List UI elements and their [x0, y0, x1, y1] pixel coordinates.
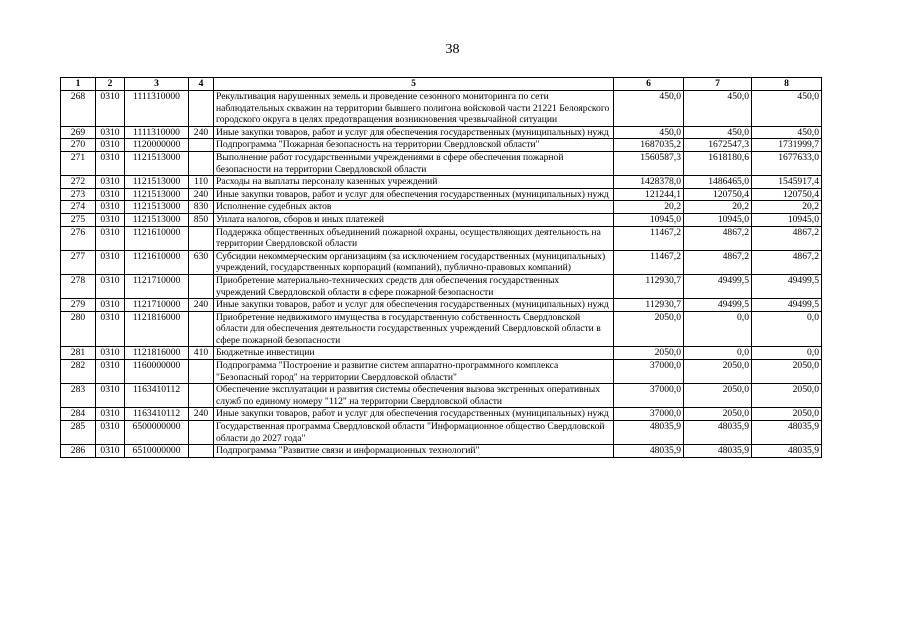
amount-year3-cell: 20,2 — [752, 201, 822, 214]
expense-type-code-cell — [189, 226, 214, 250]
row-number-cell: 280 — [61, 311, 96, 347]
amount-year1-cell: 112930,7 — [614, 299, 684, 312]
amount-year2-cell: 2050,0 — [684, 384, 752, 408]
section-code-cell: 0310 — [96, 91, 125, 127]
amount-year1-cell: 11467,2 — [614, 226, 684, 250]
expense-type-code-cell: 240 — [189, 126, 214, 139]
table-row — [61, 421, 822, 445]
row-number-cell: 284 — [61, 408, 96, 421]
row-number-cell: 276 — [61, 226, 96, 250]
amount-year3-cell: 0,0 — [752, 311, 822, 347]
amount-year3-cell: 48035,9 — [752, 421, 822, 445]
table-row — [61, 139, 822, 152]
amount-year1-cell: 1687035,2 — [614, 139, 684, 152]
amount-year2-cell: 48035,9 — [684, 445, 752, 458]
amount-year1-cell: 48035,9 — [614, 445, 684, 458]
row-number-cell: 272 — [61, 176, 96, 189]
section-code-cell: 0310 — [96, 384, 125, 408]
section-code-cell: 0310 — [96, 274, 125, 298]
row-number-cell: 270 — [61, 139, 96, 152]
column-header-2: 2 — [96, 78, 125, 91]
section-code-cell: 0310 — [96, 201, 125, 214]
section-code-cell: 0310 — [96, 421, 125, 445]
table-row — [61, 445, 822, 458]
expense-type-code-cell — [189, 311, 214, 347]
column-header-5: 5 — [214, 78, 614, 91]
section-code-cell: 0310 — [96, 408, 125, 421]
amount-year1-cell: 37000,0 — [614, 360, 684, 384]
table-row — [61, 151, 822, 175]
row-number-cell: 268 — [61, 91, 96, 127]
expense-type-code-cell: 240 — [189, 299, 214, 312]
row-number-cell: 281 — [61, 347, 96, 360]
expense-type-code-cell — [189, 139, 214, 152]
table-row — [61, 201, 822, 214]
section-code-cell: 0310 — [96, 139, 125, 152]
table-row — [61, 213, 822, 226]
amount-year2-cell: 0,0 — [684, 311, 752, 347]
amount-year1-cell: 37000,0 — [614, 408, 684, 421]
row-number-cell: 283 — [61, 384, 96, 408]
table-row — [61, 188, 822, 201]
table-row — [61, 226, 822, 250]
item-name-cell: Государственная программа Свердловской области "Информационное общество Свердловской области до 2027 года" — [214, 421, 614, 445]
target-article-code-cell: 1121710000 — [125, 274, 189, 298]
amount-year1-cell: 2050,0 — [614, 347, 684, 360]
target-article-code-cell: 1121513000 — [125, 213, 189, 226]
target-article-code-cell: 1121610000 — [125, 250, 189, 274]
row-number-cell: 271 — [61, 151, 96, 175]
column-header-7: 7 — [684, 78, 752, 91]
table-row — [61, 360, 822, 384]
expense-type-code-cell: 850 — [189, 213, 214, 226]
amount-year3-cell: 2050,0 — [752, 360, 822, 384]
table-row — [61, 299, 822, 312]
expense-type-code-cell — [189, 360, 214, 384]
amount-year1-cell: 121244,1 — [614, 188, 684, 201]
row-number-cell: 286 — [61, 445, 96, 458]
header-row — [61, 78, 822, 91]
item-name-cell: Приобретение недвижимого имущества в государственную собственность Свердловской области для обеспечения деятельности государственных учреждений Свердловской области в сфере пожарной безопасности — [214, 311, 614, 347]
amount-year3-cell: 1545917,4 — [752, 176, 822, 189]
expense-type-code-cell: 630 — [189, 250, 214, 274]
section-code-cell: 0310 — [96, 226, 125, 250]
item-name-cell: Бюджетные инвестиции — [214, 347, 614, 360]
target-article-code-cell: 1121513000 — [125, 201, 189, 214]
expense-type-code-cell — [189, 421, 214, 445]
expense-type-code-cell: 240 — [189, 188, 214, 201]
amount-year3-cell: 49499,5 — [752, 274, 822, 298]
amount-year3-cell: 4867,2 — [752, 250, 822, 274]
item-name-cell: Иные закупки товаров, работ и услуг для обеспечения государственных (муниципальных) нужд — [214, 299, 614, 312]
section-code-cell: 0310 — [96, 299, 125, 312]
amount-year1-cell: 1428378,0 — [614, 176, 684, 189]
row-number-cell: 278 — [61, 274, 96, 298]
target-article-code-cell: 1160000000 — [125, 360, 189, 384]
item-name-cell: Иные закупки товаров, работ и услуг для обеспечения государственных (муниципальных) нужд — [214, 126, 614, 139]
expense-type-code-cell: 240 — [189, 408, 214, 421]
amount-year3-cell: 0,0 — [752, 347, 822, 360]
amount-year3-cell: 1731999,7 — [752, 139, 822, 152]
table-row — [61, 176, 822, 189]
amount-year2-cell: 49499,5 — [684, 274, 752, 298]
target-article-code-cell: 1121816000 — [125, 311, 189, 347]
section-code-cell: 0310 — [96, 176, 125, 189]
amount-year1-cell: 1560587,3 — [614, 151, 684, 175]
item-name-cell: Исполнение судебных актов — [214, 201, 614, 214]
item-name-cell: Субсидии некоммерческим организациям (за исключением государственных (муниципальных) учреждений, государственных корпораций (компаний), публично-правовых компаний) — [214, 250, 614, 274]
table-row — [61, 347, 822, 360]
row-number-cell: 285 — [61, 421, 96, 445]
amount-year2-cell: 20,2 — [684, 201, 752, 214]
section-code-cell: 0310 — [96, 360, 125, 384]
item-name-cell: Выполнение работ государственными учреждениями в сфере обеспечения пожарной безопасности на территории Свердловской области — [214, 151, 614, 175]
target-article-code-cell: 1121513000 — [125, 176, 189, 189]
target-article-code-cell: 1163410112 — [125, 408, 189, 421]
budget-table — [60, 77, 822, 458]
expense-type-code-cell — [189, 91, 214, 127]
amount-year1-cell: 20,2 — [614, 201, 684, 214]
amount-year2-cell: 1672547,3 — [684, 139, 752, 152]
column-header-3: 3 — [125, 78, 189, 91]
amount-year1-cell: 48035,9 — [614, 421, 684, 445]
target-article-code-cell: 1120000000 — [125, 139, 189, 152]
row-number-cell: 273 — [61, 188, 96, 201]
expense-type-code-cell: 830 — [189, 201, 214, 214]
amount-year3-cell: 450,0 — [752, 126, 822, 139]
amount-year2-cell: 1486465,0 — [684, 176, 752, 189]
column-header-6: 6 — [614, 78, 684, 91]
target-article-code-cell: 1121816000 — [125, 347, 189, 360]
amount-year1-cell: 450,0 — [614, 91, 684, 127]
target-article-code-cell: 1121610000 — [125, 226, 189, 250]
expense-type-code-cell — [189, 445, 214, 458]
table-row — [61, 408, 822, 421]
section-code-cell: 0310 — [96, 213, 125, 226]
item-name-cell: Подпрограмма "Построение и развитие систем аппаратно-программного комплекса "Безопасный город" на территории Свердловской области" — [214, 360, 614, 384]
amount-year2-cell: 4867,2 — [684, 250, 752, 274]
column-header-4: 4 — [189, 78, 214, 91]
amount-year2-cell: 120750,4 — [684, 188, 752, 201]
item-name-cell: Подпрограмма "Пожарная безопасность на территории Свердловской области" — [214, 139, 614, 152]
target-article-code-cell: 1121513000 — [125, 188, 189, 201]
amount-year1-cell: 112930,7 — [614, 274, 684, 298]
section-code-cell: 0310 — [96, 126, 125, 139]
amount-year3-cell: 2050,0 — [752, 408, 822, 421]
target-article-code-cell: 6500000000 — [125, 421, 189, 445]
amount-year2-cell: 450,0 — [684, 91, 752, 127]
amount-year3-cell: 49499,5 — [752, 299, 822, 312]
amount-year2-cell: 1618180,6 — [684, 151, 752, 175]
amount-year2-cell: 450,0 — [684, 126, 752, 139]
amount-year2-cell: 2050,0 — [684, 360, 752, 384]
item-name-cell: Иные закупки товаров, работ и услуг для обеспечения государственных (муниципальных) нужд — [214, 188, 614, 201]
amount-year3-cell: 1677633,0 — [752, 151, 822, 175]
item-name-cell: Иные закупки товаров, работ и услуг для обеспечения государственных (муниципальных) нужд — [214, 408, 614, 421]
table-row — [61, 274, 822, 298]
amount-year2-cell: 2050,0 — [684, 408, 752, 421]
table-row — [61, 91, 822, 127]
item-name-cell: Поддержка общественных объединений пожарной охраны, осуществляющих деятельность на территории Свердловской области — [214, 226, 614, 250]
row-number-cell: 275 — [61, 213, 96, 226]
item-name-cell: Приобретение материально-технических средств для обеспечения государственных учреждений Свердловской области в сфере пожарной безопасности — [214, 274, 614, 298]
amount-year3-cell: 48035,9 — [752, 445, 822, 458]
section-code-cell: 0310 — [96, 151, 125, 175]
row-number-cell: 269 — [61, 126, 96, 139]
amount-year1-cell: 450,0 — [614, 126, 684, 139]
amount-year1-cell: 10945,0 — [614, 213, 684, 226]
section-code-cell: 0310 — [96, 445, 125, 458]
amount-year2-cell: 48035,9 — [684, 421, 752, 445]
item-name-cell: Рекультивация нарушенных земель и проведение сезонного мониторинга по сети наблюдательных скважин на территории бывшего полигона войсковой части 21221 Белоярского городского округа в целях предотвращения возникновения чрезвычайной ситуации — [214, 91, 614, 127]
column-header-8: 8 — [752, 78, 822, 91]
amount-year2-cell: 49499,5 — [684, 299, 752, 312]
row-number-cell: 282 — [61, 360, 96, 384]
expense-type-code-cell: 110 — [189, 176, 214, 189]
table-row — [61, 126, 822, 139]
item-name-cell: Расходы на выплаты персоналу казенных учреждений — [214, 176, 614, 189]
amount-year3-cell: 120750,4 — [752, 188, 822, 201]
amount-year3-cell: 4867,2 — [752, 226, 822, 250]
target-article-code-cell: 1121710000 — [125, 299, 189, 312]
section-code-cell: 0310 — [96, 347, 125, 360]
amount-year3-cell: 10945,0 — [752, 213, 822, 226]
target-article-code-cell: 6510000000 — [125, 445, 189, 458]
amount-year2-cell: 4867,2 — [684, 226, 752, 250]
amount-year1-cell: 37000,0 — [614, 384, 684, 408]
amount-year3-cell: 450,0 — [752, 91, 822, 127]
expense-type-code-cell — [189, 274, 214, 298]
expense-type-code-cell: 410 — [189, 347, 214, 360]
expense-type-code-cell — [189, 151, 214, 175]
amount-year1-cell: 2050,0 — [614, 311, 684, 347]
section-code-cell: 0310 — [96, 250, 125, 274]
row-number-cell: 279 — [61, 299, 96, 312]
table-row — [61, 311, 822, 347]
row-number-cell: 274 — [61, 201, 96, 214]
table-row — [61, 250, 822, 274]
amount-year1-cell: 11467,2 — [614, 250, 684, 274]
section-code-cell: 0310 — [96, 311, 125, 347]
item-name-cell: Обеспечение эксплуатации и развития системы обеспечения вызова экстренных оперативных служб по единому номеру "112" на территории Свердловской области — [214, 384, 614, 408]
row-number-cell: 277 — [61, 250, 96, 274]
item-name-cell: Уплата налогов, сборов и иных платежей — [214, 213, 614, 226]
target-article-code-cell: 1121513000 — [125, 151, 189, 175]
target-article-code-cell: 1111310000 — [125, 91, 189, 127]
expense-type-code-cell — [189, 384, 214, 408]
table-row — [61, 384, 822, 408]
amount-year3-cell: 2050,0 — [752, 384, 822, 408]
page-number: 38 — [445, 42, 460, 57]
target-article-code-cell: 1163410112 — [125, 384, 189, 408]
item-name-cell: Подпрограмма "Развитие связи и информационных технологий" — [214, 445, 614, 458]
column-header-1: 1 — [61, 78, 96, 91]
amount-year2-cell: 0,0 — [684, 347, 752, 360]
section-code-cell: 0310 — [96, 188, 125, 201]
target-article-code-cell: 1111310000 — [125, 126, 189, 139]
amount-year2-cell: 10945,0 — [684, 213, 752, 226]
